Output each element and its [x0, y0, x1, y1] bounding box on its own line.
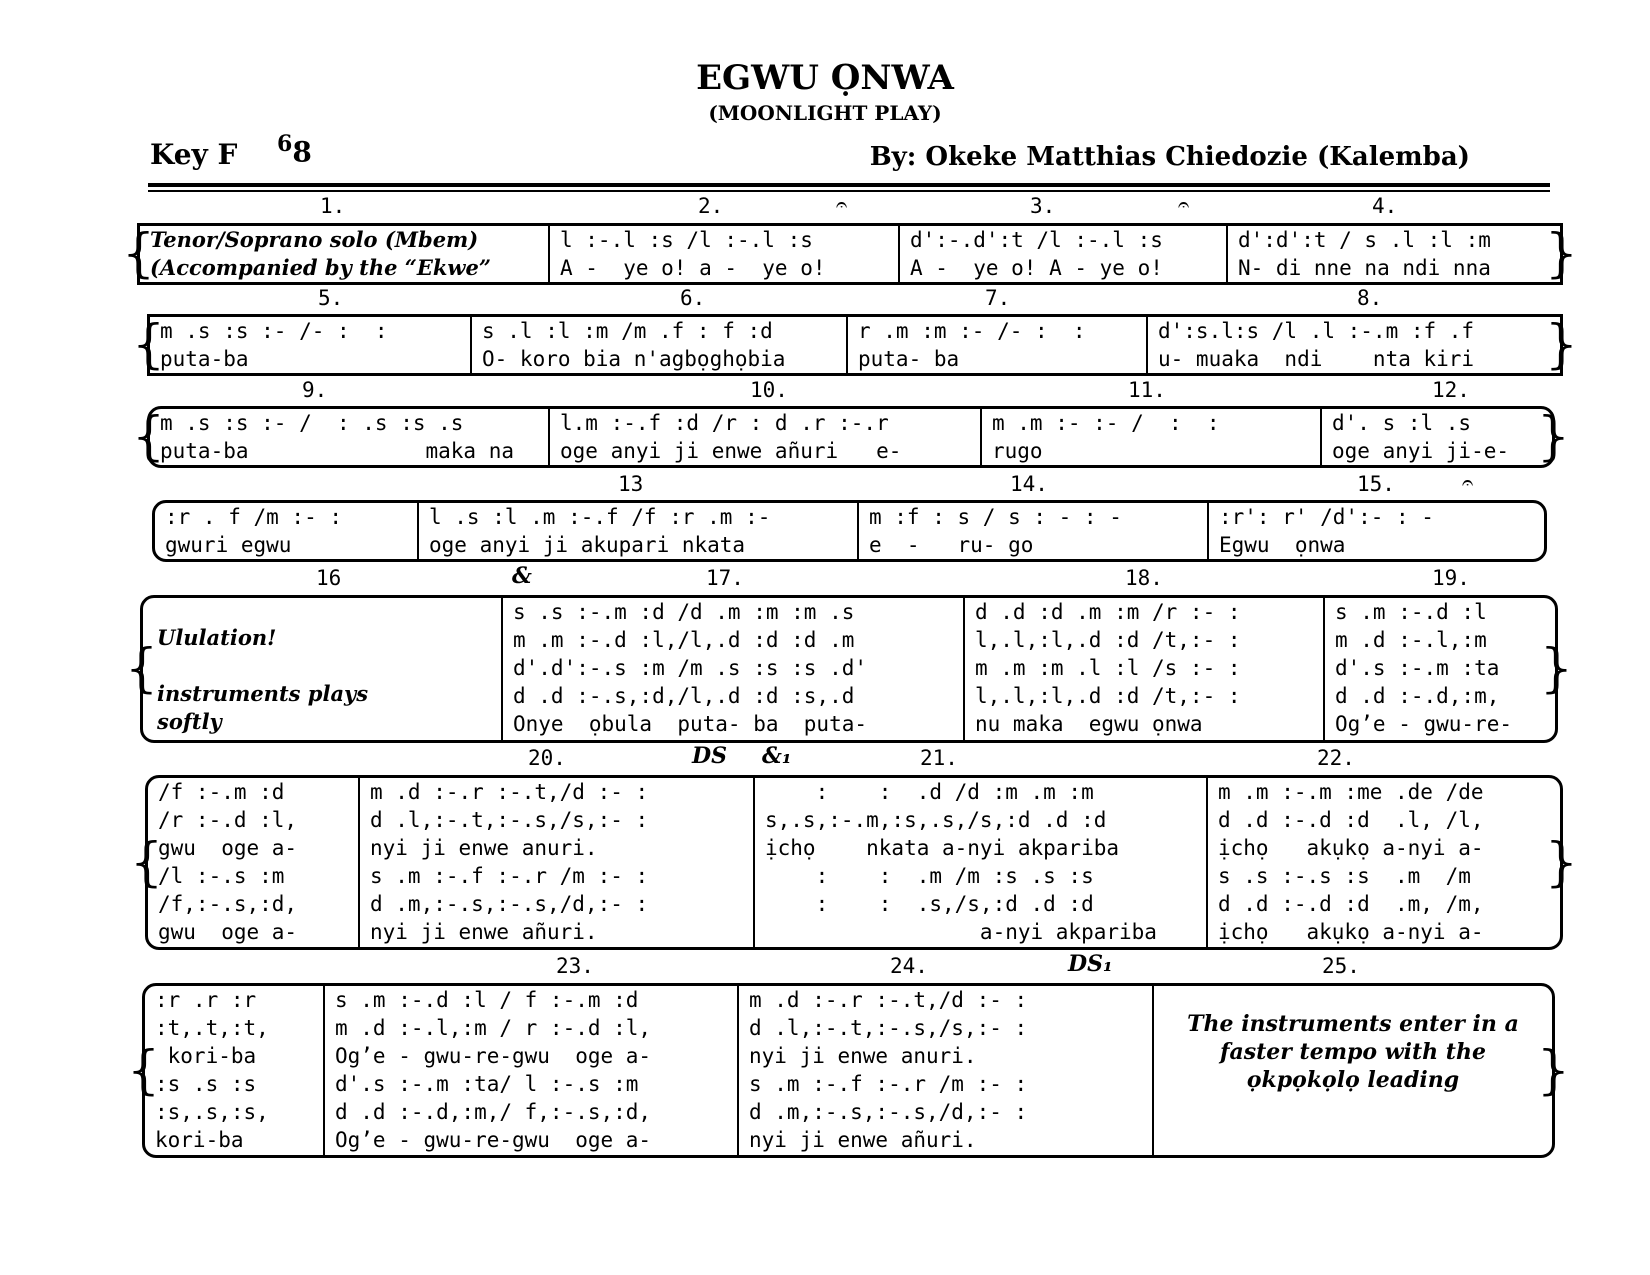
bar-19b: [148, 778, 358, 947]
solfa-line: : : .s,/s,:d .d :d: [765, 892, 1094, 916]
softly-direction: softly: [157, 709, 222, 734]
header-rule-thin: [148, 190, 1550, 192]
author-credit: By: Okeke Matthias Chiedozie (Kalemba): [869, 142, 1470, 172]
solo-direction: Tenor/Soprano solo (Mbem): [150, 227, 479, 252]
bar-13: [417, 503, 857, 559]
solfa-line: d'.s :-.m :ta: [1335, 656, 1500, 680]
bar-5: [150, 317, 470, 373]
solfa-line: d .l,:-.t,:-.s,/s,:- :: [749, 1016, 1028, 1040]
solfa-line: :t,.t,:t,: [155, 1016, 269, 1040]
lyric-line: ịchọ akụkọ a-nyi a-: [1218, 836, 1484, 860]
solfa-line: s .m :-.f :-.r /m :- :: [749, 1072, 1028, 1096]
lyric-line: A - ye o! A - ye o!: [910, 256, 1163, 280]
solfa-line: l,.l,:l,.d :d /t,:- :: [975, 628, 1241, 652]
solfa-line: d .m,:-.s,:-.s,/d,:- :: [749, 1100, 1028, 1124]
solfa-line: d':s.l:s /l .l :-.m :f .f: [1158, 319, 1475, 343]
solfa-line: :r . f /m :- :: [165, 505, 343, 529]
song-title: EGWU ỌNWA: [696, 58, 954, 98]
solfa-line: d .l,:-.t,:-.s,/s,:- :: [370, 808, 649, 832]
solfa-line: d .d :d .m :m /r :- :: [975, 600, 1241, 624]
lyric-line: e - ru- go: [869, 533, 1034, 557]
system-7: [127, 983, 1570, 1158]
ululation-direction: Ululation!: [157, 625, 277, 650]
brace-icon: {: [127, 1040, 161, 1101]
brace-icon: }: [1539, 639, 1573, 699]
solfa-line: :s .s :s: [155, 1072, 257, 1096]
solfa-line: d'.s :-.m :ta/ l :-.s :m: [335, 1072, 639, 1096]
bar-number: 2.: [698, 194, 724, 218]
solfa-line: d .d :-.s,:d,/l,.d :d :s,.d: [513, 684, 855, 708]
brace-icon: {: [132, 315, 166, 375]
system-1: [122, 223, 1578, 285]
bar-9: [150, 409, 548, 465]
time-bottom: 8: [292, 135, 312, 169]
solfa-line: m .s :s :- / : .s :s .s: [160, 411, 464, 435]
bar-number: 10.: [750, 378, 788, 402]
lyric-line: ịchọ nkata a-nyi akpariba: [765, 836, 1120, 860]
bar-14: [857, 503, 1207, 559]
bar-number: 6.: [680, 286, 706, 310]
system-5: [125, 595, 1573, 743]
bar-11: [980, 409, 1320, 465]
lyric-line: gwu oge a-: [158, 836, 298, 860]
lyric-line: nu maka egwu ọnwa: [975, 712, 1203, 736]
time-signature: [277, 131, 312, 168]
bar-15: [1207, 503, 1544, 559]
solfa-line: d .d :-.d,:m,/ f,:-.s,:d,: [335, 1100, 652, 1124]
solfa-line: :r': r' /d':- : -: [1219, 505, 1434, 529]
lyric-line: oge anyi ji enwe añuri e-: [560, 439, 902, 463]
bar-number: 16: [316, 566, 342, 590]
bar-18: [963, 598, 1323, 740]
solfa-line: s .m :-.f :-.r /m :- :: [370, 864, 649, 888]
bar-number: 5.: [318, 286, 344, 310]
solfa-line: d'. s :l .s: [1332, 411, 1472, 435]
solfa-line: : : .m /m :s .s :s: [765, 864, 1094, 888]
brace-icon: {: [122, 224, 156, 284]
lyric-line: N- di nne na ndi nna: [1238, 256, 1491, 280]
system-6: [130, 775, 1578, 950]
solfa-line: /r :-.d :l,: [158, 808, 298, 832]
solfa-line: l,.l,:l,.d :d /t,:- :: [975, 684, 1241, 708]
bar-number: 3.: [1030, 194, 1056, 218]
bar-3: [898, 226, 1226, 282]
lyric-line: oge anyi ji-e-: [1332, 439, 1510, 463]
accompaniment-direction: (Accompanied by the “Ekwe”: [150, 255, 491, 280]
lyric-line: kori-ba: [155, 1128, 244, 1152]
bar-2: [548, 226, 898, 282]
brace-icon: }: [1536, 407, 1570, 467]
lyric-line: Onye ọbula puta- ba puta-: [513, 712, 868, 736]
fermata-icon: 𝄐: [1178, 192, 1190, 216]
solfa-line: m :f : s / s : - : -: [869, 505, 1122, 529]
solfa-line: l .s :l .m :-.f /f :r .m :-: [429, 505, 771, 529]
solfa-line: l.m :-.f :d /r : d .r :-.r: [560, 411, 889, 435]
solfa-line: d .d :-.d,:m,: [1335, 684, 1500, 708]
brace-icon: {: [125, 639, 159, 699]
bar-number: 11.: [1128, 378, 1166, 402]
system-2: [132, 314, 1578, 376]
bar-12b: [155, 503, 417, 559]
solfa-line: /l :-.s :m: [158, 864, 285, 888]
solfa-line: /f :-.m :d: [158, 780, 285, 804]
bar-22: [1206, 778, 1560, 947]
lyric-line: nyi ji enwe añuri.: [749, 1128, 977, 1152]
bar-22b: [145, 986, 323, 1155]
bar-number: 20.: [528, 746, 566, 770]
key-signature: Key F: [150, 138, 238, 171]
bar-8: [1146, 317, 1560, 373]
segno-mark: &: [512, 563, 532, 589]
segno1-mark: &₁: [762, 743, 792, 769]
lyric-line: A - ye o! a - ye o!: [560, 256, 826, 280]
bar-number: 4.: [1372, 194, 1398, 218]
solfa-line: d .m,:-.s,:-.s,/d,:- :: [370, 892, 649, 916]
solfa-line: s .s :-.m :d /d .m :m :m .s: [513, 600, 855, 624]
bar-10: [548, 409, 980, 465]
tempo-direction-line: faster tempo with the: [1220, 1039, 1486, 1065]
lyric-line: O- koro bia n'agbọghọbia: [482, 347, 786, 371]
lyric-line: puta-ba: [160, 347, 249, 371]
bar-number: 12.: [1432, 378, 1470, 402]
lyric-line: nyi ji enwe anuri.: [749, 1044, 977, 1068]
lyric-line: kori-ba: [155, 1044, 257, 1068]
solfa-line: s .s :-.s :s .m /m: [1218, 864, 1471, 888]
brace-icon: }: [1544, 224, 1578, 284]
bar-17: [501, 598, 963, 740]
solfa-line: r .m :m :- /- : :: [858, 319, 1086, 343]
lyric-line: Egwu ọnwa: [1219, 533, 1346, 557]
bar-20: [358, 778, 753, 947]
solfa-line: m .d :-.r :-.t,/d :- :: [749, 988, 1028, 1012]
bar-number: 13: [618, 472, 644, 496]
solfa-line: m .d :-.l,:m: [1335, 628, 1487, 652]
solfa-line: m .m :m .l :l /s :- :: [975, 656, 1241, 680]
bar-number: 23.: [556, 954, 594, 978]
lyric-line: puta- ba: [858, 347, 960, 371]
bar-number: 22.: [1317, 746, 1355, 770]
lyric-line: rugo: [992, 439, 1043, 463]
bar-25: [1152, 986, 1552, 1155]
solfa-line: d':d':t / s .l :l :m: [1238, 228, 1491, 252]
brace-icon: }: [1544, 832, 1578, 893]
solfa-line: d .d :-.d :d .l, /l,: [1218, 808, 1484, 832]
bar-number: 24.: [890, 954, 928, 978]
solfa-line: s .l :l :m /m .f : f :d: [482, 319, 773, 343]
bar-23: [323, 986, 737, 1155]
solfa-line: m .m :- :- / : :: [992, 411, 1220, 435]
lyric-line: nyi ji enwe añuri.: [370, 920, 598, 944]
solfa-line: m .s :s :- /- : :: [160, 319, 388, 343]
solfa-line: /f,:-.s,:d,: [158, 892, 298, 916]
lyric-line: ịchọ akụkọ a-nyi a-: [1218, 920, 1484, 944]
bar-24: [737, 986, 1152, 1155]
tempo-direction-line: The instruments enter in a: [1187, 1011, 1519, 1037]
bar-number: 14.: [1010, 472, 1048, 496]
tempo-direction-line: ọkpọkọlọ leading: [1246, 1067, 1460, 1093]
solfa-line: s .m :-.d :l: [1335, 600, 1487, 624]
bar-number: 7.: [985, 286, 1011, 310]
ds1-mark: DS₁: [1068, 951, 1113, 977]
system-4: [152, 500, 1547, 562]
lyric-line: u- muaka ndi nta kiri: [1158, 347, 1475, 371]
bar-number: 21.: [920, 746, 958, 770]
fermata-icon: 𝄐: [1462, 470, 1474, 494]
solfa-line: d .d :-.d :d .m, /m,: [1218, 892, 1484, 916]
brace-icon: {: [132, 407, 166, 467]
time-top: 6: [277, 131, 293, 157]
lyric-line: gwu oge a-: [158, 920, 298, 944]
bar-4: [1226, 226, 1560, 282]
solfa-line: :r .r :r: [155, 988, 257, 1012]
solfa-line: s,.s,:-.m,:s,.s,/s,:d .d :d: [765, 808, 1107, 832]
bar-number: 19.: [1432, 566, 1470, 590]
fermata-icon: 𝄐: [836, 192, 848, 216]
bar-21: [753, 778, 1206, 947]
solfa-line: : : .d /d :m .m :m: [765, 780, 1094, 804]
bar-number: 17.: [706, 566, 744, 590]
lyric-line: Og’e - gwu-re-: [1335, 712, 1513, 736]
solfa-line: :s,.s,:s,: [155, 1100, 269, 1124]
lyric-line: nyi ji enwe anuri.: [370, 836, 598, 860]
brace-icon: }: [1544, 315, 1578, 375]
ds-mark: DS: [692, 743, 727, 769]
solfa-line: l :-.l :s /l :-.l :s: [560, 228, 813, 252]
solfa-line: d'.d':-.s :m /m .s :s :s .d': [513, 656, 868, 680]
bar-6: [470, 317, 846, 373]
bar-number: 9.: [302, 378, 328, 402]
brace-icon: {: [130, 832, 164, 893]
instruments-direction: instruments plays: [157, 681, 369, 706]
solfa-line: m .m :-.d :l,/l,.d :d :d .m: [513, 628, 855, 652]
bar-1: [140, 226, 548, 282]
solfa-line: s .m :-.d :l / f :-.m :d: [335, 988, 639, 1012]
bar-19: [1323, 598, 1555, 740]
system-3: [132, 406, 1570, 468]
lyric-line: Og’e - gwu-re-gwu oge a-: [335, 1044, 652, 1068]
solfa-line: d':-.d':t /l :-.l :s: [910, 228, 1163, 252]
lyric-line: a-nyi akpariba: [765, 920, 1157, 944]
tempo-direction: [1154, 986, 1552, 1094]
bar-16: [143, 598, 501, 740]
lyric-line: gwuri egwu: [165, 533, 292, 557]
solfa-line: m .d :-.r :-.t,/d :- :: [370, 780, 649, 804]
bar-number: 25.: [1322, 954, 1360, 978]
lyric-line: puta-ba maka na: [160, 439, 515, 463]
bar-number: 8.: [1357, 286, 1383, 310]
solfa-line: m .m :-.m :me .de /de: [1218, 780, 1484, 804]
bar-12: [1320, 409, 1552, 465]
lyric-line: Og’e - gwu-re-gwu oge a-: [335, 1128, 652, 1152]
bar-number: 15.: [1357, 472, 1395, 496]
lyric-line: oge anyi ji akupari nkata: [429, 533, 746, 557]
bar-number: 18.: [1125, 566, 1163, 590]
bar-number: 1.: [320, 194, 346, 218]
brace-icon: }: [1536, 1040, 1570, 1101]
header-rule-thick: [148, 183, 1550, 187]
song-subtitle: (MOONLIGHT PLAY): [708, 101, 942, 125]
solfa-line: m .d :-.l,:m / r :-.d :l,: [335, 1016, 652, 1040]
bar-7: [846, 317, 1146, 373]
